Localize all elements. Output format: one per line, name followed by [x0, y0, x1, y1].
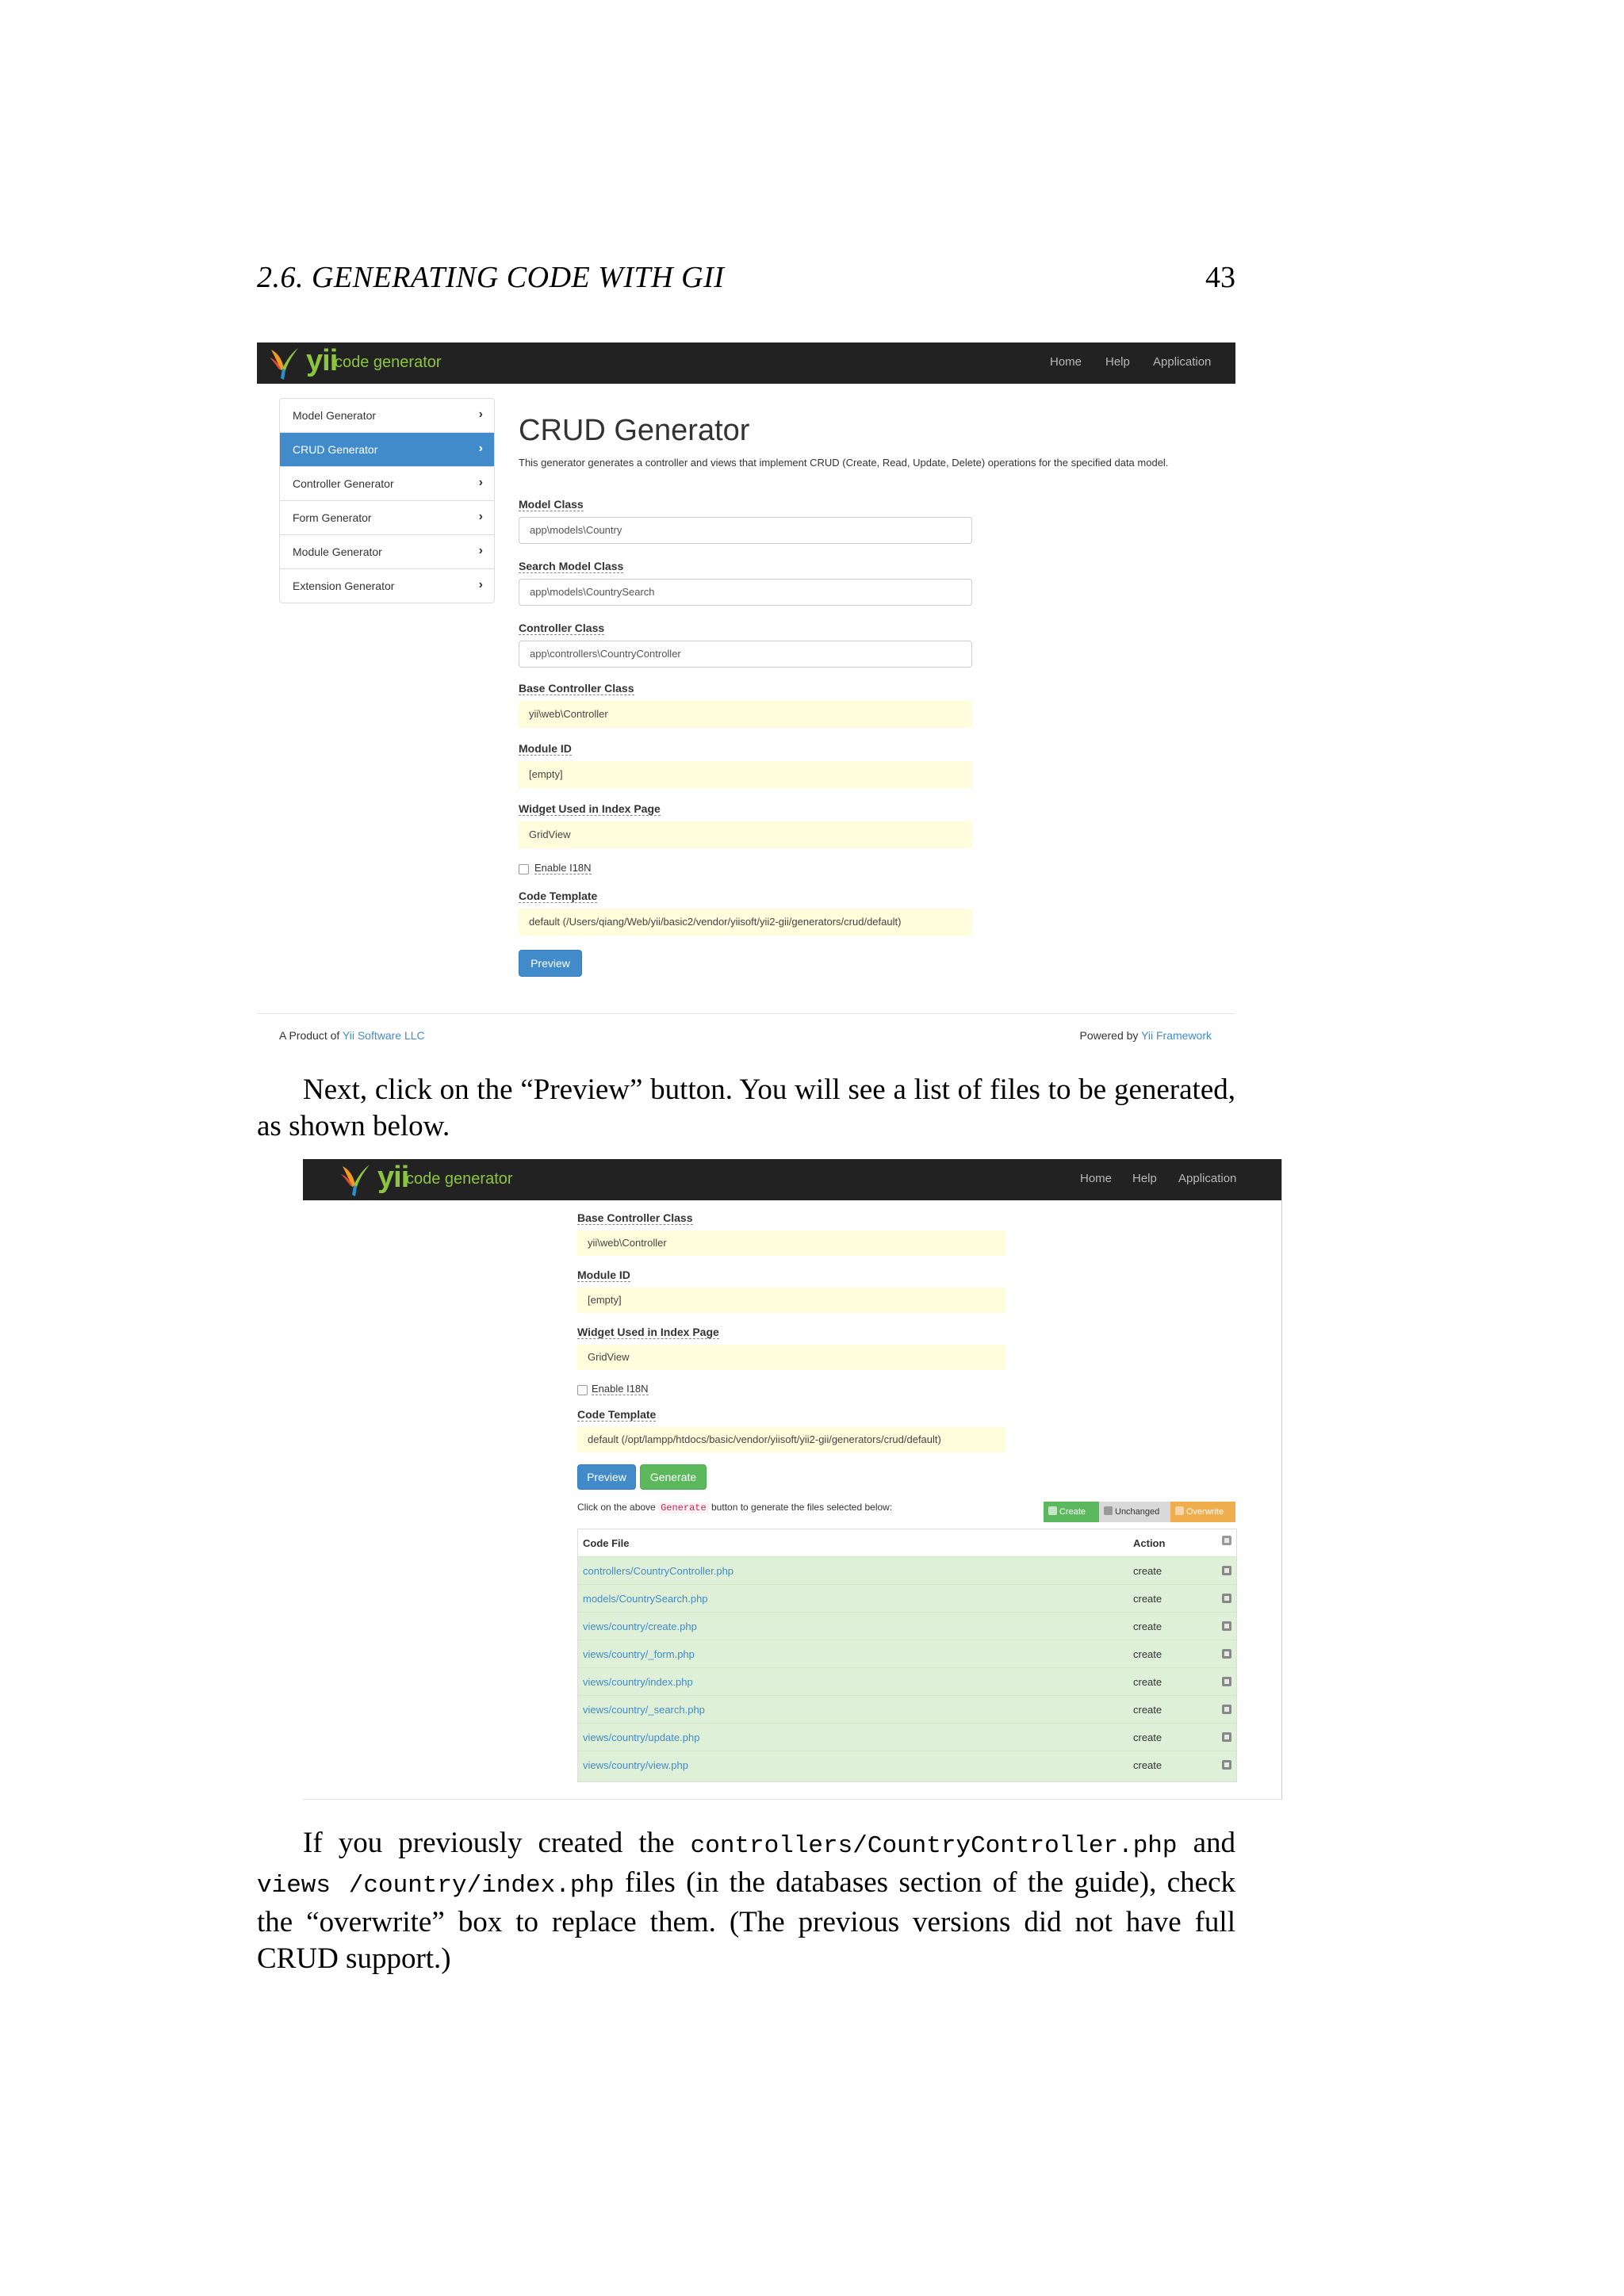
brand-yii[interactable]: yii	[377, 1161, 409, 1194]
file-action: create	[1133, 1648, 1162, 1660]
code-file-link[interactable]: views/country/view.php	[583, 1759, 688, 1771]
table-header-action: Action	[1133, 1537, 1166, 1549]
file-checkbox[interactable]	[1222, 1732, 1231, 1742]
file-checkbox[interactable]	[1222, 1760, 1231, 1770]
nav-application[interactable]: Application	[1178, 1172, 1237, 1185]
running-header	[257, 260, 1235, 300]
table-row	[578, 1667, 1236, 1696]
preview-button[interactable]: Preview	[577, 1464, 636, 1490]
chevron-right-icon: ›	[478, 544, 483, 557]
chevron-right-icon: ›	[478, 442, 483, 455]
enable-i18n-label: Enable I18N	[534, 862, 592, 874]
file-checkbox[interactable]	[1222, 1649, 1231, 1659]
overwrite-legend-icon	[1175, 1506, 1184, 1515]
module-id-label: Module ID	[577, 1269, 630, 1281]
base-controller-class-value[interactable]: yii\web\Controller	[577, 1230, 1005, 1256]
footer-divider	[257, 1013, 1235, 1014]
widget-value[interactable]: GridView	[577, 1345, 1005, 1370]
chevron-right-icon: ›	[478, 476, 483, 489]
para2-text-2: and	[1177, 1827, 1235, 1859]
table-row	[578, 1584, 1236, 1613]
code-file-link[interactable]: controllers/CountryController.php	[583, 1565, 734, 1577]
table-row	[578, 1640, 1236, 1668]
module-id-label: Module ID	[519, 742, 572, 755]
sidebar-item-label: Form Generator	[293, 511, 372, 524]
hint-before: Click on the above	[577, 1502, 659, 1513]
legend-overwrite-label: Overwrite	[1186, 1507, 1224, 1517]
para2-text-3: files (in the databases section of the guide), check the “overwrite” box to replace them. (The previous versions did not have full CRUD support.)	[257, 1866, 1235, 1975]
footer-right	[1079, 1029, 1212, 1042]
generator-sidebar	[279, 398, 495, 603]
base-controller-class-label: Base Controller Class	[519, 682, 634, 695]
generate-button[interactable]: Generate	[640, 1464, 707, 1490]
sidebar-item-module-generator[interactable]	[280, 535, 494, 569]
file-checkbox[interactable]	[1222, 1621, 1231, 1631]
table-row	[578, 1612, 1236, 1640]
enable-i18n-checkbox[interactable]	[577, 1385, 588, 1395]
code-template-label: Code Template	[577, 1408, 657, 1421]
table-row	[578, 1556, 1236, 1585]
sidebar-item-label: CRUD Generator	[293, 443, 378, 456]
nav-help[interactable]: Help	[1132, 1172, 1157, 1185]
legend-unchanged-label: Unchanged	[1115, 1507, 1160, 1517]
yii-logo-icon	[266, 345, 303, 381]
code-file-link[interactable]: models/CountrySearch.php	[583, 1593, 708, 1605]
table-header-code-file: Code File	[583, 1537, 630, 1549]
file-checkbox[interactable]	[1222, 1677, 1231, 1686]
paragraph-preview-instruction: Next, click on the “Preview” button. You will see a list of files to be generated, as shown below.	[257, 1073, 1235, 1142]
sidebar-item-label: Extension Generator	[293, 580, 395, 592]
file-action: create	[1133, 1676, 1162, 1688]
file-action: create	[1133, 1565, 1162, 1577]
footer-right-prefix: Powered by	[1079, 1029, 1142, 1042]
table-row	[578, 1723, 1236, 1751]
enable-i18n-label: Enable I18N	[592, 1383, 649, 1395]
code-file-link[interactable]: views/country/_form.php	[583, 1648, 695, 1660]
module-id-value[interactable]: [empty]	[577, 1288, 1005, 1313]
module-id-value[interactable]: [empty]	[519, 761, 972, 788]
yii-logo-icon	[338, 1161, 374, 1198]
screenshot-crud-form	[257, 342, 1235, 1048]
file-action: create	[1133, 1759, 1162, 1771]
legend-overwrite	[1170, 1502, 1235, 1522]
widget-label: Widget Used in Index Page	[519, 802, 661, 815]
search-model-class-label: Search Model Class	[519, 560, 624, 572]
legend-create-label: Create	[1059, 1507, 1086, 1517]
model-class-input[interactable]: app\models\Country	[519, 517, 972, 544]
files-table	[577, 1529, 1237, 1782]
footer-divider	[303, 1799, 1281, 1800]
sidebar-item-label: Controller Generator	[293, 477, 394, 490]
code-file-link[interactable]: views/country/index.php	[583, 1676, 693, 1688]
page-number: 43	[1205, 261, 1235, 294]
nav-home[interactable]: Home	[1080, 1172, 1113, 1185]
footer-yii-framework-link[interactable]: Yii Framework	[1141, 1029, 1212, 1042]
create-legend-icon	[1048, 1506, 1057, 1515]
legend-create	[1044, 1502, 1099, 1522]
widget-value[interactable]: GridView	[519, 821, 972, 848]
sidebar-item-label: Model Generator	[293, 409, 377, 422]
table-row	[578, 1695, 1236, 1724]
footer-left-prefix: A Product of	[279, 1029, 343, 1042]
sidebar-item-controller-generator[interactable]	[280, 467, 494, 501]
chevron-right-icon: ›	[478, 408, 483, 421]
code-template-label: Code Template	[519, 890, 598, 902]
chevron-right-icon: ›	[478, 510, 483, 523]
base-controller-class-label: Base Controller Class	[577, 1211, 693, 1224]
sidebar-item-crud-generator[interactable]	[280, 433, 494, 467]
file-checkbox[interactable]	[1222, 1566, 1231, 1575]
file-action: create	[1133, 1704, 1162, 1716]
chevron-right-icon: ›	[478, 578, 483, 591]
file-action: create	[1133, 1621, 1162, 1632]
preview-button[interactable]: Preview	[519, 950, 582, 977]
code-file-link[interactable]: views/country/_search.php	[583, 1704, 705, 1716]
code-template-value[interactable]: default (/Users/qiang/Web/yii/basic2/vendor/yiisoft/yii2-gii/generators/crud/default)	[519, 909, 972, 936]
para2-text-1: If you previously created the	[303, 1827, 691, 1859]
sidebar-item-extension-generator[interactable]	[280, 569, 494, 603]
widget-label: Widget Used in Index Page	[577, 1326, 719, 1338]
code-template-value[interactable]: default (/opt/lampp/htdocs/basic/vendor/yiisoft/yii2-gii/generators/crud/default)	[577, 1427, 1005, 1452]
para2-code-controller: controllers/CountryController.php	[690, 1832, 1178, 1860]
navbar	[303, 1159, 1281, 1200]
search-model-class-input[interactable]: app\models\CountrySearch	[519, 579, 972, 606]
nav-application[interactable]: Application	[1153, 355, 1212, 369]
nav-help[interactable]: Help	[1105, 355, 1130, 369]
model-class-label: Model Class	[519, 498, 584, 511]
code-file-link[interactable]: views/country/update.php	[583, 1732, 700, 1743]
brand-yii[interactable]: yii	[306, 344, 338, 377]
section-title: 2.6. GENERATING CODE WITH GII	[257, 261, 725, 294]
hint-generate-code: Generate	[658, 1502, 709, 1513]
unchanged-legend-icon	[1104, 1506, 1113, 1515]
sidebar-item-label: Module Generator	[293, 545, 382, 558]
file-action: create	[1133, 1593, 1162, 1605]
brand-subtitle[interactable]: code generator	[406, 1170, 513, 1188]
paragraph-overwrite-note	[257, 1825, 1235, 1977]
brand-subtitle[interactable]: code generator	[335, 354, 442, 371]
footer-yii-software-link[interactable]: Yii Software LLC	[342, 1029, 425, 1042]
controller-class-label: Controller Class	[519, 622, 605, 634]
sidebar-item-model-generator[interactable]	[280, 399, 494, 433]
table-row	[578, 1751, 1236, 1781]
file-checkbox[interactable]	[1222, 1594, 1231, 1603]
legend-unchanged	[1099, 1502, 1170, 1522]
page-title: CRUD Generator	[519, 414, 750, 447]
base-controller-class-value[interactable]: yii\web\Controller	[519, 701, 972, 728]
sidebar-item-form-generator[interactable]	[280, 501, 494, 535]
nav-home[interactable]: Home	[1050, 355, 1082, 369]
file-checkbox[interactable]	[1222, 1705, 1231, 1714]
enable-i18n-checkbox[interactable]	[519, 864, 529, 874]
file-action: create	[1133, 1732, 1162, 1743]
navbar	[257, 342, 1235, 384]
code-file-link[interactable]: views/country/create.php	[583, 1621, 697, 1632]
screenshot-preview-files	[303, 1159, 1282, 1800]
select-all-checkbox[interactable]	[1222, 1536, 1231, 1545]
generate-hint	[577, 1502, 892, 1513]
generator-description: This generator generates a controller and views that implement CRUD (Create, Read, Update, Delete) operations for the specified data model.	[519, 457, 1169, 469]
footer-left	[279, 1029, 425, 1042]
hint-after: button to generate the files selected below:	[708, 1502, 893, 1513]
controller-class-input[interactable]: app\controllers\CountryController	[519, 641, 972, 668]
para2-code-index: views /country/index.php	[257, 1872, 615, 1900]
